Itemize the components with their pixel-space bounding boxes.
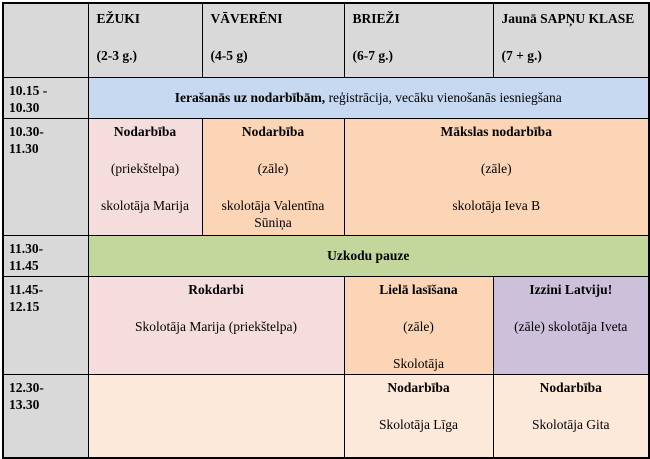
- time-line: 11.30: [9, 140, 39, 156]
- time-cell-session1: [3, 118, 88, 235]
- activity-place: (zāle): [403, 318, 434, 334]
- schedule-table: [2, 2, 650, 459]
- time-line: 12.30-: [9, 379, 44, 395]
- time-line: 11.45: [9, 257, 39, 273]
- activity-title: Lielā lasīšana: [379, 281, 458, 297]
- cell-session2-ezuki-vavereni: [88, 276, 344, 374]
- cell-session2-briezi: [344, 276, 493, 374]
- arrival-text-bold: Ierašanās uz nodarbībām,: [174, 90, 326, 105]
- activity-place: (priekštelpa): [110, 160, 180, 176]
- header-cell-time: [3, 3, 88, 77]
- activity-teacher: skolotāja Valentīna Sūniņa: [221, 197, 325, 230]
- time-line: 10.30-: [9, 123, 44, 139]
- activity-place: (zāle): [480, 160, 512, 176]
- snack-label: Uzkodu pauze: [327, 248, 410, 263]
- cell-session1-vavereni: [202, 118, 344, 235]
- cell-session2-sapnu: [493, 276, 649, 374]
- time-cell-session3: [3, 374, 88, 458]
- row-session1: [3, 118, 649, 235]
- group-name: EŽUKI: [96, 11, 141, 26]
- group-name: BRIEŽI: [352, 11, 400, 26]
- activity-detail: (zāle) skolotāja Iveta: [514, 318, 628, 334]
- group-age: (7 + g.): [501, 48, 542, 63]
- activity-title: Mākslas nodarbība: [440, 123, 552, 139]
- activity-title: Nodarbība: [539, 379, 602, 395]
- activity-title: Nodarbība: [241, 123, 305, 139]
- cell-session3-ezuki-vavereni: [88, 374, 344, 458]
- time-line: 11.30-: [9, 240, 44, 256]
- time-cell-arrival: [3, 77, 88, 118]
- cell-arrival-banner: [88, 77, 649, 118]
- time-line: 10.15 -: [9, 82, 48, 98]
- activity-title: Nodarbība: [387, 379, 450, 395]
- row-session3: [3, 374, 649, 458]
- cell-snack-banner: [88, 235, 649, 276]
- row-snack: [3, 235, 649, 276]
- group-age: (2-3 g.): [96, 48, 137, 63]
- header-cell-sapnu-klase: [493, 3, 649, 77]
- activity-teacher: Skolotāja: [393, 355, 444, 371]
- schedule-sheet: [2, 2, 650, 459]
- cell-session3-sapnu: [493, 374, 649, 458]
- group-name: Jaunā SAPŅU KLASE: [501, 11, 635, 26]
- arrival-text-rest: reģistrācija, vecāku vienošanās iesniegšana: [325, 90, 562, 105]
- group-age: (4-5 g): [210, 48, 248, 63]
- header-cell-vavereni: [202, 3, 344, 77]
- row-session2: [3, 276, 649, 374]
- header-cell-briezi: [344, 3, 493, 77]
- activity-teacher: Skolotāja Marija (priekštelpa): [135, 318, 297, 334]
- time-cell-snack: [3, 235, 88, 276]
- header-cell-ezuki: [88, 3, 202, 77]
- activity-title: Izzini Latviju!: [529, 281, 613, 297]
- cell-session1-ezuki: [88, 118, 202, 235]
- group-name: VĀVERĒNI: [210, 11, 283, 26]
- time-line: 13.30: [9, 396, 40, 412]
- time-line: 10.30: [9, 99, 40, 115]
- cell-session3-briezi: [344, 374, 493, 458]
- header-row: [3, 3, 649, 77]
- activity-title: Nodarbība: [113, 123, 177, 139]
- activity-teacher: Skolotāja Gita: [531, 416, 610, 432]
- activity-title: Rokdarbi: [188, 281, 244, 297]
- group-age: (6-7 g.): [352, 48, 393, 63]
- row-arrival: [3, 77, 649, 118]
- activity-place: (zāle): [257, 160, 289, 176]
- cell-session1-briezi-sapnu: [344, 118, 649, 235]
- time-line: 12.15: [9, 298, 40, 314]
- activity-teacher: skolotāja Marija: [100, 197, 190, 213]
- time-line: 11.45-: [9, 281, 44, 297]
- activity-teacher: Skolotāja Līga: [378, 416, 459, 432]
- time-cell-session2: [3, 276, 88, 374]
- activity-teacher: skolotāja Ieva B: [452, 197, 541, 213]
